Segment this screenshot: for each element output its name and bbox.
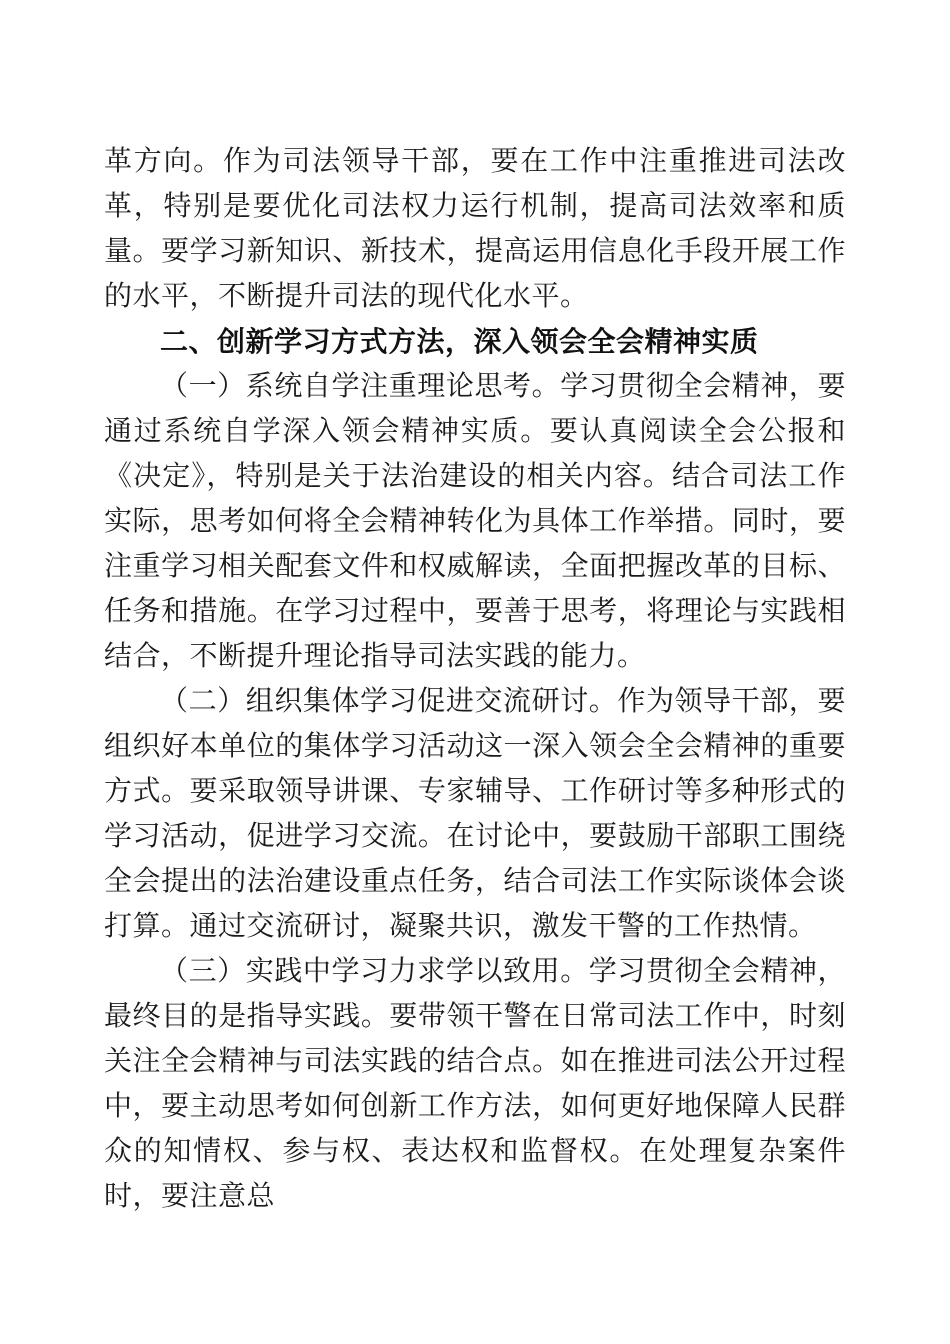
document-text-block [104,139,846,1219]
paragraph-item-2: （二）组织集体学习促进交流研讨。作为领导干部，要组织好本单位的集体学习活动这一深入领会全会精神的重要方式。要采取领导讲课、专家辅导、工作研讨等多种形式的学习活动，促进学习交流。在讨论中，要鼓励干部职工围绕全会提出的法治建设重点任务，结合司法工作实际谈体会谈打算。通过交流研讨，凝聚共识，激发干警的工作热情。 [104,686,846,942]
paragraph-item-3: （三）实践中学习力求学以致用。学习贯彻全会精神，最终目的是指导实践。要带领干警在日常司法工作中，时刻关注全会精神与司法实践的结合点。如在推进司法公开过程中，要主动思考如何创新工作方法，如何更好地保障人民群众的知情权、参与权、表达权和监督权。在处理复杂案件时，要注意总 [104,956,846,1212]
paragraph-item-1: （一）系统自学注重理论思考。学习贯彻全会精神，要通过系统自学深入领会精神实质。要认真阅读全会公报和《决定》，特别是关于法治建设的相关内容。结合司法工作实际，思考如何将全会精神转化为具体工作举措。同时，要注重学习相关配套文件和权威解读，全面把握改革的目标、任务和措施。在学习过程中，要善于思考，将理论与实践相结合，不断提升理论指导司法实践的能力。 [104,371,846,672]
continuation-paragraph: 革方向。作为司法领导干部，要在工作中注重推进司法改革，特别是要优化司法权力运行机制，提高司法效率和质量。要学习新知识、新技术，提高运用信息化手段开展工作的水平，不断提升司法的现代化水平。 [104,146,846,312]
section-heading: 二、创新学习方式方法，深入领会全会精神实质 [160,326,759,357]
